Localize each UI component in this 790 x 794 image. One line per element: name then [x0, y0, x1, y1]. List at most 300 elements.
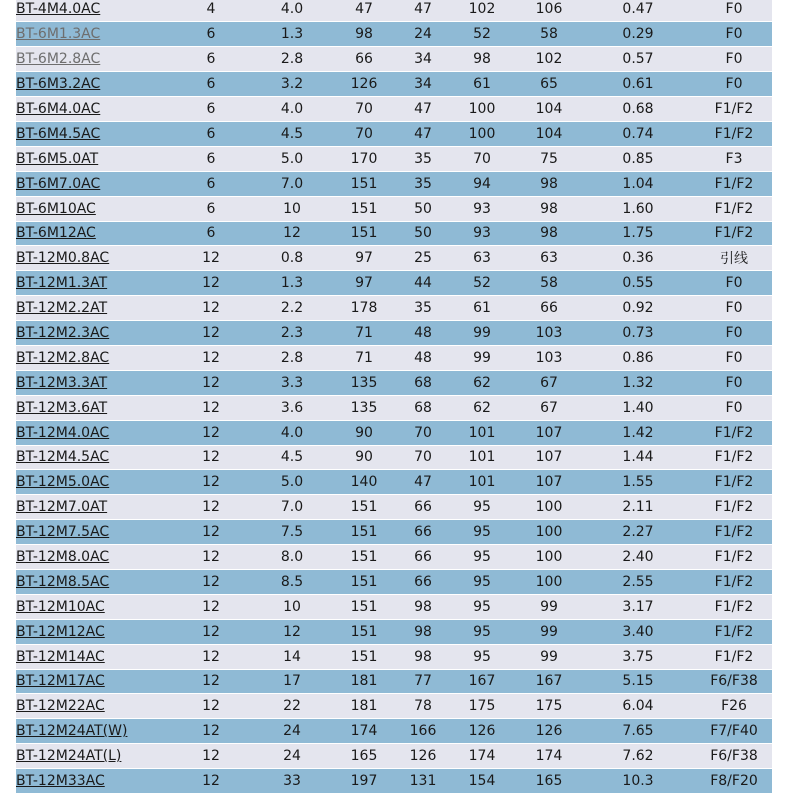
total-height-cell: 106	[518, 0, 580, 22]
height-cell: 52	[446, 22, 518, 47]
terminal-cell: F1/F2	[696, 121, 772, 146]
capacity-cell: 12	[256, 619, 328, 644]
weight-cell: 3.75	[580, 644, 696, 669]
width-cell: 98	[400, 644, 446, 669]
model-link[interactable]: BT-6M4.0AC	[16, 101, 101, 117]
model-cell	[16, 719, 166, 744]
total-height-cell: 99	[518, 619, 580, 644]
model-link[interactable]: BT-6M1.3AC	[16, 26, 101, 43]
width-cell: 48	[400, 321, 446, 346]
table-row	[16, 271, 772, 296]
voltage-cell: 12	[166, 769, 256, 794]
capacity-cell: 4.0	[256, 0, 328, 22]
model-link[interactable]: BT-6M5.0AT	[16, 150, 99, 167]
voltage-cell: 12	[166, 545, 256, 570]
weight-cell: 0.92	[580, 296, 696, 321]
table-row	[16, 72, 772, 97]
height-cell: 95	[446, 619, 518, 644]
terminal-cell: F0	[696, 0, 772, 22]
model-link[interactable]: BT-12M17AC	[16, 673, 105, 690]
length-cell: 71	[328, 345, 400, 370]
table-row	[16, 370, 772, 395]
capacity-cell: 4.0	[256, 97, 328, 122]
length-cell: 170	[328, 146, 400, 171]
model-link[interactable]: BT-12M33AC	[16, 773, 105, 790]
length-cell: 151	[328, 594, 400, 619]
model-cell	[16, 246, 166, 271]
length-cell: 151	[328, 221, 400, 246]
voltage-cell: 12	[166, 370, 256, 395]
voltage-cell: 6	[166, 221, 256, 246]
total-height-cell: 167	[518, 669, 580, 694]
model-link[interactable]: BT-12M12AC	[16, 623, 105, 640]
height-cell: 95	[446, 644, 518, 669]
table-row	[16, 420, 772, 445]
length-cell: 181	[328, 669, 400, 694]
model-link[interactable]: BT-12M1.3AT	[16, 275, 108, 292]
capacity-cell: 1.3	[256, 271, 328, 296]
battery-spec-table	[16, 0, 772, 794]
model-cell	[16, 171, 166, 196]
voltage-cell: 6	[166, 97, 256, 122]
height-cell: 99	[446, 321, 518, 346]
width-cell: 44	[400, 271, 446, 296]
width-cell: 98	[400, 594, 446, 619]
terminal-cell: F1/F2	[696, 470, 772, 495]
width-cell: 70	[400, 445, 446, 470]
length-cell: 135	[328, 395, 400, 420]
height-cell: 100	[446, 121, 518, 146]
model-link[interactable]: BT-12M3.6AT	[16, 399, 108, 416]
height-cell: 98	[446, 47, 518, 72]
total-height-cell: 107	[518, 445, 580, 470]
total-height-cell: 104	[518, 97, 580, 122]
model-cell	[16, 22, 166, 47]
table-row	[16, 520, 772, 545]
model-link[interactable]: BT-12M7.5AC	[16, 524, 110, 541]
weight-cell: 2.11	[580, 495, 696, 520]
model-link[interactable]: BT-12M7.0AT	[16, 499, 108, 516]
weight-cell: 0.47	[580, 0, 696, 22]
table-row	[16, 171, 772, 196]
weight-cell: 0.29	[580, 22, 696, 47]
model-cell	[16, 146, 166, 171]
terminal-cell: F1/F2	[696, 619, 772, 644]
weight-cell: 0.85	[580, 146, 696, 171]
terminal-cell: F1/F2	[696, 495, 772, 520]
length-cell: 151	[328, 619, 400, 644]
height-cell: 70	[446, 146, 518, 171]
table-row	[16, 470, 772, 495]
table-row	[16, 619, 772, 644]
length-cell: 90	[328, 445, 400, 470]
width-cell: 98	[400, 619, 446, 644]
voltage-cell: 12	[166, 694, 256, 719]
voltage-cell: 6	[166, 196, 256, 221]
capacity-cell: 5.0	[256, 470, 328, 495]
weight-cell: 5.15	[580, 669, 696, 694]
model-cell	[16, 470, 166, 495]
model-cell	[16, 97, 166, 122]
length-cell: 90	[328, 420, 400, 445]
weight-cell: 0.68	[580, 97, 696, 122]
length-cell: 97	[328, 271, 400, 296]
height-cell: 52	[446, 271, 518, 296]
capacity-cell: 10	[256, 594, 328, 619]
table-row	[16, 644, 772, 669]
length-cell: 151	[328, 520, 400, 545]
width-cell: 131	[400, 769, 446, 794]
model-link[interactable]: BT-4M4.0AC	[16, 1, 101, 18]
table-row	[16, 395, 772, 420]
voltage-cell: 6	[166, 72, 256, 97]
voltage-cell: 12	[166, 246, 256, 271]
height-cell: 101	[446, 420, 518, 445]
model-cell	[16, 420, 166, 445]
length-cell: 151	[328, 196, 400, 221]
model-cell	[16, 669, 166, 694]
voltage-cell: 12	[166, 669, 256, 694]
width-cell: 68	[400, 370, 446, 395]
width-cell: 48	[400, 345, 446, 370]
total-height-cell: 98	[518, 221, 580, 246]
capacity-cell: 33	[256, 769, 328, 794]
total-height-cell: 104	[518, 121, 580, 146]
model-link[interactable]: BT-6M2.8AC	[16, 51, 101, 68]
length-cell: 151	[328, 569, 400, 594]
capacity-cell: 2.8	[256, 47, 328, 72]
total-height-cell: 65	[518, 72, 580, 97]
width-cell: 24	[400, 22, 446, 47]
total-height-cell: 67	[518, 395, 580, 420]
terminal-cell: F6/F38	[696, 669, 772, 694]
model-link[interactable]: BT-12M4.5AC	[16, 449, 110, 466]
model-cell	[16, 569, 166, 594]
model-link[interactable]: BT-12M14AC	[16, 648, 105, 665]
width-cell: 78	[400, 694, 446, 719]
voltage-cell: 12	[166, 719, 256, 744]
voltage-cell: 12	[166, 495, 256, 520]
model-link[interactable]: BT-12M2.2AT	[16, 300, 108, 317]
terminal-cell: F0	[696, 72, 772, 97]
model-link[interactable]: BT-6M7.0AC	[16, 175, 101, 192]
width-cell: 47	[400, 97, 446, 122]
length-cell: 47	[328, 0, 400, 22]
height-cell: 101	[446, 470, 518, 495]
capacity-cell: 3.2	[256, 72, 328, 97]
model-cell	[16, 72, 166, 97]
length-cell: 71	[328, 321, 400, 346]
voltage-cell: 12	[166, 470, 256, 495]
height-cell: 126	[446, 719, 518, 744]
voltage-cell: 12	[166, 445, 256, 470]
table-row	[16, 97, 772, 122]
capacity-cell: 5.0	[256, 146, 328, 171]
height-cell: 154	[446, 769, 518, 794]
width-cell: 68	[400, 395, 446, 420]
capacity-cell: 24	[256, 719, 328, 744]
capacity-cell: 4.0	[256, 420, 328, 445]
table-row	[16, 495, 772, 520]
height-cell: 93	[446, 196, 518, 221]
weight-cell: 6.04	[580, 694, 696, 719]
model-link[interactable]: BT-12M8.5AC	[16, 573, 110, 590]
terminal-cell: F1/F2	[696, 97, 772, 122]
model-link[interactable]: BT-12M22AC	[16, 698, 105, 715]
model-cell	[16, 644, 166, 669]
table-row	[16, 296, 772, 321]
height-cell: 101	[446, 445, 518, 470]
model-link[interactable]: BT-12M24AT(W)	[16, 723, 128, 740]
weight-cell: 0.36	[580, 246, 696, 271]
voltage-cell: 12	[166, 420, 256, 445]
voltage-cell: 12	[166, 271, 256, 296]
terminal-cell: F3	[696, 146, 772, 171]
total-height-cell: 100	[518, 545, 580, 570]
model-cell	[16, 619, 166, 644]
height-cell: 61	[446, 296, 518, 321]
width-cell: 66	[400, 520, 446, 545]
model-cell	[16, 221, 166, 246]
length-cell: 151	[328, 545, 400, 570]
weight-cell: 7.65	[580, 719, 696, 744]
table-row	[16, 569, 772, 594]
model-link[interactable]: BT-12M10AC	[16, 598, 105, 615]
weight-cell: 0.61	[580, 72, 696, 97]
weight-cell: 7.62	[580, 744, 696, 769]
total-height-cell: 174	[518, 744, 580, 769]
length-cell: 97	[328, 246, 400, 271]
model-cell	[16, 0, 166, 22]
capacity-cell: 3.3	[256, 370, 328, 395]
voltage-cell: 12	[166, 345, 256, 370]
total-height-cell: 75	[518, 146, 580, 171]
voltage-cell: 12	[166, 744, 256, 769]
length-cell: 165	[328, 744, 400, 769]
table-row	[16, 321, 772, 346]
height-cell: 174	[446, 744, 518, 769]
voltage-cell: 12	[166, 644, 256, 669]
terminal-cell: F0	[696, 395, 772, 420]
voltage-cell: 6	[166, 121, 256, 146]
weight-cell: 1.44	[580, 445, 696, 470]
terminal-cell: F0	[696, 22, 772, 47]
model-link[interactable]: BT-6M4.5AC	[16, 125, 101, 142]
weight-cell: 2.27	[580, 520, 696, 545]
capacity-cell: 3.6	[256, 395, 328, 420]
width-cell: 34	[400, 47, 446, 72]
model-cell	[16, 395, 166, 420]
model-cell	[16, 445, 166, 470]
voltage-cell: 6	[166, 171, 256, 196]
model-cell	[16, 271, 166, 296]
total-height-cell: 165	[518, 769, 580, 794]
total-height-cell: 103	[518, 345, 580, 370]
height-cell: 167	[446, 669, 518, 694]
weight-cell: 0.73	[580, 321, 696, 346]
width-cell: 25	[400, 246, 446, 271]
weight-cell: 1.60	[580, 196, 696, 221]
model-cell	[16, 345, 166, 370]
model-link[interactable]: BT-12M0.8AC	[16, 250, 110, 267]
weight-cell: 0.74	[580, 121, 696, 146]
table-row	[16, 22, 772, 47]
capacity-cell: 14	[256, 644, 328, 669]
terminal-cell: F0	[696, 370, 772, 395]
model-cell	[16, 321, 166, 346]
model-link[interactable]: BT-12M2.8AC	[16, 349, 110, 366]
height-cell: 100	[446, 97, 518, 122]
length-cell: 135	[328, 370, 400, 395]
model-link[interactable]: BT-12M2.3AC	[16, 325, 110, 342]
length-cell: 151	[328, 171, 400, 196]
length-cell: 66	[328, 47, 400, 72]
height-cell: 99	[446, 345, 518, 370]
total-height-cell: 175	[518, 694, 580, 719]
terminal-cell: F6/F38	[696, 744, 772, 769]
width-cell: 50	[400, 221, 446, 246]
terminal-cell: F1/F2	[696, 420, 772, 445]
total-height-cell: 99	[518, 594, 580, 619]
model-link[interactable]: BT-12M24AT(L)	[16, 748, 122, 765]
voltage-cell: 12	[166, 296, 256, 321]
voltage-cell: 6	[166, 146, 256, 171]
model-cell	[16, 196, 166, 221]
terminal-cell: F1/F2	[696, 171, 772, 196]
length-cell: 178	[328, 296, 400, 321]
model-cell	[16, 545, 166, 570]
length-cell: 140	[328, 470, 400, 495]
height-cell: 94	[446, 171, 518, 196]
capacity-cell: 10	[256, 196, 328, 221]
table-row	[16, 0, 772, 22]
width-cell: 166	[400, 719, 446, 744]
weight-cell: 2.40	[580, 545, 696, 570]
capacity-cell: 8.0	[256, 545, 328, 570]
capacity-cell: 7.0	[256, 171, 328, 196]
voltage-cell: 12	[166, 594, 256, 619]
model-cell	[16, 744, 166, 769]
total-height-cell: 98	[518, 196, 580, 221]
capacity-cell: 12	[256, 221, 328, 246]
table-row	[16, 345, 772, 370]
voltage-cell: 12	[166, 619, 256, 644]
total-height-cell: 107	[518, 420, 580, 445]
capacity-cell: 17	[256, 669, 328, 694]
length-cell: 70	[328, 97, 400, 122]
voltage-cell: 4	[166, 0, 256, 22]
model-cell	[16, 495, 166, 520]
length-cell: 181	[328, 694, 400, 719]
voltage-cell: 12	[166, 321, 256, 346]
weight-cell: 10.3	[580, 769, 696, 794]
height-cell: 95	[446, 495, 518, 520]
weight-cell: 1.04	[580, 171, 696, 196]
total-height-cell: 107	[518, 470, 580, 495]
width-cell: 35	[400, 146, 446, 171]
terminal-cell: F1/F2	[696, 196, 772, 221]
width-cell: 35	[400, 296, 446, 321]
terminal-cell: F1/F2	[696, 545, 772, 570]
table-row	[16, 146, 772, 171]
table-row	[16, 719, 772, 744]
total-height-cell: 102	[518, 47, 580, 72]
weight-cell: 0.86	[580, 345, 696, 370]
model-cell	[16, 694, 166, 719]
model-link[interactable]: BT-6M10AC	[16, 200, 96, 217]
voltage-cell: 12	[166, 395, 256, 420]
model-link[interactable]: BT-12M5.0AC	[16, 474, 110, 491]
length-cell: 70	[328, 121, 400, 146]
terminal-cell: F1/F2	[696, 445, 772, 470]
height-cell: 63	[446, 246, 518, 271]
weight-cell: 3.40	[580, 619, 696, 644]
width-cell: 47	[400, 121, 446, 146]
height-cell: 93	[446, 221, 518, 246]
terminal-cell: F1/F2	[696, 569, 772, 594]
weight-cell: 1.40	[580, 395, 696, 420]
length-cell: 126	[328, 72, 400, 97]
width-cell: 35	[400, 171, 446, 196]
height-cell: 95	[446, 594, 518, 619]
terminal-cell: F0	[696, 321, 772, 346]
model-cell	[16, 520, 166, 545]
width-cell: 66	[400, 545, 446, 570]
width-cell: 47	[400, 0, 446, 22]
voltage-cell: 12	[166, 520, 256, 545]
weight-cell: 2.55	[580, 569, 696, 594]
terminal-cell: F1/F2	[696, 594, 772, 619]
table-row	[16, 694, 772, 719]
table-row	[16, 669, 772, 694]
weight-cell: 1.75	[580, 221, 696, 246]
total-height-cell: 126	[518, 719, 580, 744]
voltage-cell: 12	[166, 569, 256, 594]
capacity-cell: 7.0	[256, 495, 328, 520]
model-link[interactable]: BT-12M3.3AT	[16, 374, 108, 391]
total-height-cell: 63	[518, 246, 580, 271]
total-height-cell: 58	[518, 271, 580, 296]
width-cell: 77	[400, 669, 446, 694]
model-cell	[16, 370, 166, 395]
total-height-cell: 99	[518, 644, 580, 669]
model-link[interactable]: BT-12M4.0AC	[16, 424, 110, 441]
model-link[interactable]: BT-6M3.2AC	[16, 76, 101, 93]
capacity-cell: 2.3	[256, 321, 328, 346]
model-cell	[16, 121, 166, 146]
model-cell	[16, 296, 166, 321]
total-height-cell: 103	[518, 321, 580, 346]
height-cell: 175	[446, 694, 518, 719]
width-cell: 50	[400, 196, 446, 221]
capacity-cell: 4.5	[256, 445, 328, 470]
model-link[interactable]: BT-6M12AC	[16, 225, 96, 242]
capacity-cell: 24	[256, 744, 328, 769]
length-cell: 151	[328, 495, 400, 520]
terminal-cell: F1/F2	[696, 221, 772, 246]
length-cell: 197	[328, 769, 400, 794]
model-link[interactable]: BT-12M8.0AC	[16, 549, 110, 566]
capacity-cell: 8.5	[256, 569, 328, 594]
terminal-cell: F1/F2	[696, 520, 772, 545]
total-height-cell: 100	[518, 495, 580, 520]
width-cell: 66	[400, 495, 446, 520]
weight-cell: 0.57	[580, 47, 696, 72]
capacity-cell: 0.8	[256, 246, 328, 271]
table-row	[16, 196, 772, 221]
height-cell: 62	[446, 395, 518, 420]
table-row	[16, 594, 772, 619]
